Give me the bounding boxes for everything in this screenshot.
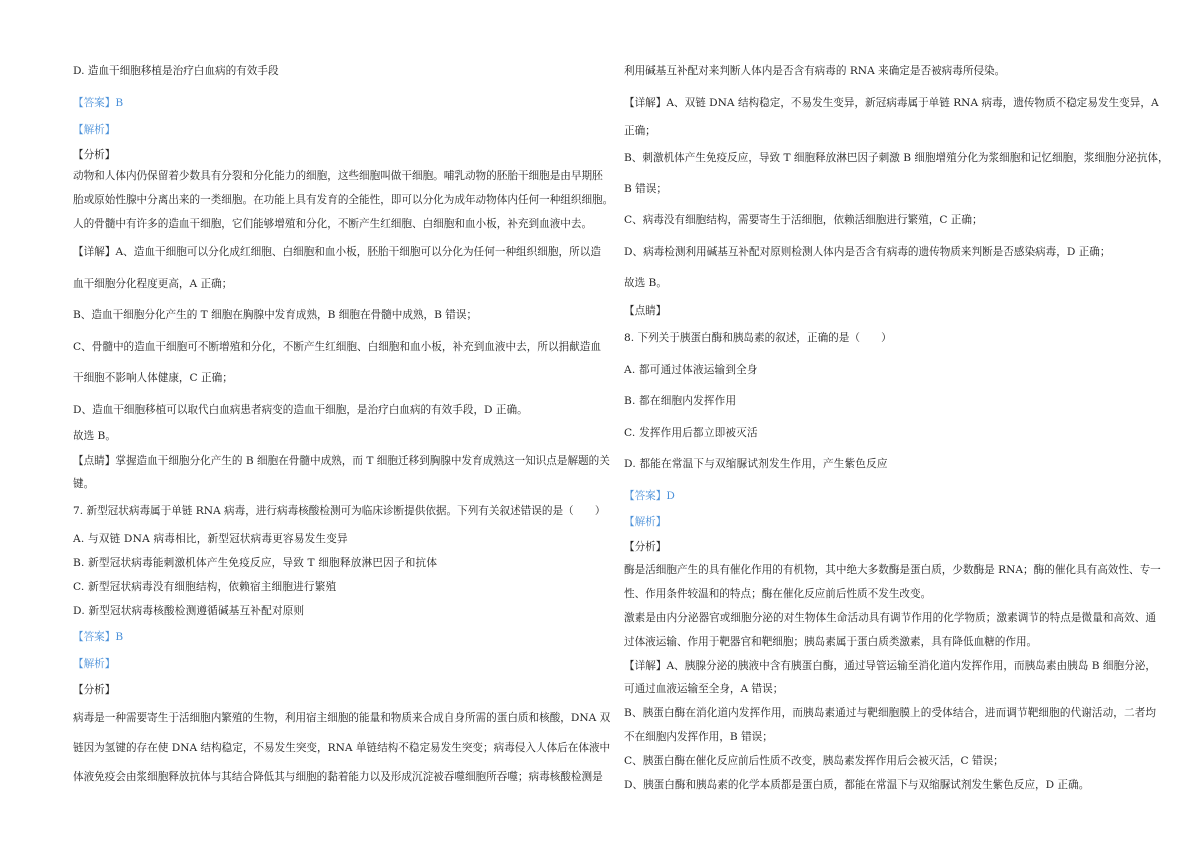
q8-option-a: A. 都可通过体液运输到全身 [624,364,758,376]
paragraph-line: 利用碱基互补配对来判断人体内是否含有病毒的 RNA 来确定是否被病毒所侵染。 [624,65,1006,77]
paragraph-line: 链因为氢键的存在使 DNA 结构稳定，不易发生突变，RNA 单链结构不稳定易发生突变；病毒侵入人体后在体液中 [73,742,611,754]
analysis-label: 【分析】 [624,541,667,553]
detail-line: C、病毒没有细胞结构，需要寄生于活细胞，依赖活细胞进行繁殖，C 正确； [624,214,983,226]
tip-label: 【点睛】 [624,305,667,317]
explanation-label: 【解析】 [624,516,667,528]
question-7-stem: 7. 新型冠状病毒属于单链 RNA 病毒，进行病毒核酸检测可为临床诊断提供依据。下列有关叙述错误的是（ ） [73,505,606,517]
detail-line: 干细胞不影响人体健康，C 正确； [73,372,233,384]
detail-line: 【详解】A、双链 DNA 结构稳定，不易发生变异，新冠病毒属于单链 RNA 病毒，遗传物质不稳定易发生变异，A [624,97,1159,109]
paragraph-line: 体液免疫会由浆细胞释放抗体与其结合降低其与细胞的黏着能力以及形成沉淀被吞噬细胞所吞噬；病毒核酸检测是 [73,771,603,783]
paragraph-line: 激素是由内分泌器官或细胞分泌的对生物体生命活动具有调节作用的化学物质；激素调节的特点是微量和高效、通 [624,612,1156,624]
detail-line: B、刺激机体产生免疫反应，导致 T 细胞释放淋巴因子刺激 B 细胞增殖分化为浆细胞和记忆细胞，浆细胞分泌抗体， [624,152,1169,164]
explanation-label: 【解析】 [73,658,116,670]
q7-option-b: B. 新型冠状病毒能刺激机体产生免疫反应，导致 T 细胞释放淋巴因子和抗体 [73,557,438,569]
analysis-label: 【分析】 [73,684,116,696]
question-8-stem: 8. 下列关于胰蛋白酶和胰岛素的叙述，正确的是（ ） [624,332,892,344]
paragraph-line: 病毒是一种需要寄生于活细胞内繁殖的生物，利用宿主细胞的能量和物质来合成自身所需的蛋白质和核酸，DNA 双 [73,712,611,724]
detail-line: 【详解】A、胰腺分泌的胰液中含有胰蛋白酶，通过导管运输至消化道内发挥作用，而胰岛素由胰岛 B 细胞分泌， [624,660,1156,672]
detail-line: 血干细胞分化程度更高，A 正确； [73,278,233,290]
answer-label: 【答案】B [73,97,124,109]
paragraph-line: 胎或原始性腺中分离出来的一类细胞。在功能上具有发育的全能性，即可以分化为成年动物体内任何一种组织细胞。 [73,194,614,206]
answer-label: 【答案】B [73,631,124,643]
conclusion-line: 故选 B。 [624,277,667,289]
detail-line: D、胰蛋白酶和胰岛素的化学本质都是蛋白质，都能在常温下与双缩脲试剂发生紫色反应，D 正确。 [624,779,1090,791]
detail-line: 【详解】A、造血干细胞可以分化成红细胞、白细胞和血小板，胚胎干细胞可以分化为任何一种组织细胞，所以造 [73,246,601,258]
explanation-label: 【解析】 [73,124,116,136]
q6-option-d: D. 造血干细胞移植是治疗白血病的有效手段 [73,65,279,77]
answer-label: 【答案】D [624,490,675,502]
q8-option-c: C. 发挥作用后都立即被灭活 [624,427,758,439]
detail-line: B、造血干细胞分化产生的 T 细胞在胸腺中发育成熟，B 细胞在骨髓中成熟，B 错误； [73,309,478,321]
detail-line: 正确； [624,125,656,137]
detail-line: C、骨髓中的造血干细胞可不断增殖和分化，不断产生红细胞、白细胞和血小板，补充到血液中去，所以捐献造血 [73,341,601,353]
analysis-label: 【分析】 [73,149,116,161]
detail-line: B、胰蛋白酶在消化道内发挥作用，而胰岛素通过与靶细胞膜上的受体结合，进而调节靶细胞的代谢活动，二者均 [624,707,1156,719]
detail-line: 可通过血液运输至全身，A 错误； [624,683,784,695]
paragraph-line: 性、作用条件较温和的特点；酶在催化反应前后性质不发生改变。 [624,588,932,600]
q8-option-d: D. 都能在常温下与双缩脲试剂发生作用，产生紫色反应 [624,458,888,470]
paragraph-line: 人的骨髓中有许多的造血干细胞，它们能够增殖和分化，不断产生红细胞、白细胞和血小板，补充到血液中去。 [73,218,593,230]
q8-option-b: B. 都在细胞内发挥作用 [624,395,737,407]
tip-line: 键。 [73,478,95,490]
detail-line: D、造血干细胞移植可以取代白血病患者病变的造血干细胞，是治疗白血病的有效手段，D 正确。 [73,404,528,416]
detail-line: D、病毒检测利用碱基互补配对原则检测人体内是否含有病毒的遗传物质来判断是否感染病毒，D 正确； [624,246,1111,258]
paragraph-line: 酶是活细胞产生的具有催化作用的有机物，其中绝大多数酶是蛋白质，少数酶是 RNA；酶的催化具有高效性、专一 [624,564,1161,576]
q7-option-c: C. 新型冠状病毒没有细胞结构，依赖宿主细胞进行繁殖 [73,581,337,593]
q7-option-a: A. 与双链 DNA 病毒相比，新型冠状病毒更容易发生变异 [73,533,348,545]
tip-line: 【点睛】掌握造血干细胞分化产生的 B 细胞在骨髓中成熟，而 T 细胞迁移到胸腺中发育成熟这一知识点是解题的关 [73,455,610,467]
paragraph-line: 过体液运输、作用于靶器官和靶细胞；胰岛素属于蛋白质类激素，具有降低血糖的作用。 [624,636,1038,648]
conclusion-line: 故选 B。 [73,430,116,442]
detail-line: B 错误； [624,183,667,195]
q7-option-d: D. 新型冠状病毒核酸检测遵循碱基互补配对原则 [73,605,305,617]
paragraph-line: 动物和人体内仍保留着少数具有分裂和分化能力的细胞，这些细胞叫做干细胞。哺乳动物的胚胎干细胞是由早期胚 [73,170,603,182]
detail-line: C、胰蛋白酶在催化反应前后性质不改变，胰岛素发挥作用后会被灭活，C 错误； [624,755,1004,767]
detail-line: 不在细胞内发挥作用，B 错误； [624,731,773,743]
